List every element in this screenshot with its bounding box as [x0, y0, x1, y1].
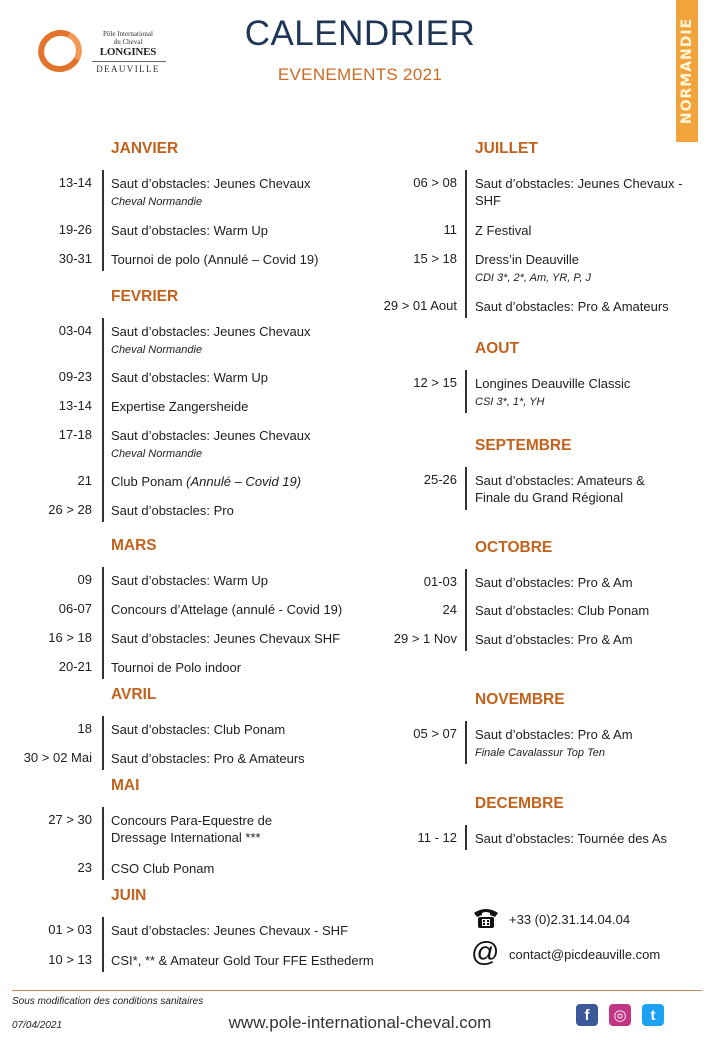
event-title-note: (Annulé – Covid 19)	[186, 474, 302, 489]
event-title: Saut d’obstacles: Amateurs &	[475, 473, 645, 488]
month-divider-line	[465, 825, 467, 850]
event-item	[475, 298, 669, 315]
event-date: 10 > 13	[48, 952, 92, 967]
event-date: 13-14	[58, 398, 92, 413]
event-title: Saut d’obstacles: Jeunes Chevaux	[111, 428, 311, 443]
event-date: 29 > 01 Aout	[383, 298, 457, 313]
event-date: 30-31	[58, 251, 92, 266]
month-divider-line	[102, 807, 104, 880]
event-title: CSO Club Ponam	[111, 861, 215, 876]
event-title: Saut d’obstacles: Jeunes Chevaux SHF	[111, 631, 341, 646]
logo-line2: LONGINES	[99, 46, 157, 58]
month-divider-line	[102, 567, 104, 679]
footer-divider	[12, 990, 702, 991]
footer-date: 07/04/2021	[12, 1020, 63, 1031]
event-item	[111, 473, 301, 490]
month-heading: NOVEMBRE	[475, 691, 565, 708]
month-heading: OCTOBRE	[475, 539, 553, 556]
instagram-icon[interactable]: ◎	[609, 1004, 631, 1026]
event-subtitle: Finale Cavalassur Top Ten	[475, 747, 606, 759]
event-title: Saut d’obstacles: Pro & Am	[475, 727, 633, 742]
event-title: CSI*, ** & Amateur Gold Tour FFE Esthederm	[111, 953, 374, 968]
event-title: Saut d’obstacles: Jeunes Chevaux - SHF	[111, 923, 349, 938]
month-divider-line	[102, 318, 104, 522]
event-date: 26 > 28	[48, 502, 92, 517]
event-date: 13-14	[58, 175, 92, 190]
month-divider-line	[465, 467, 467, 510]
month-divider-line	[465, 721, 467, 764]
event-item	[475, 251, 591, 286]
event-title: Saut d’obstacles: Pro & Am	[475, 575, 633, 590]
month-heading: JANVIER	[111, 140, 179, 157]
event-date: 01 > 03	[48, 922, 92, 937]
month-heading: JUILLET	[475, 140, 538, 157]
event-item	[111, 659, 241, 676]
website-link[interactable]: www.pole-international-cheval.com	[228, 1013, 492, 1032]
logo-line1: Pôle International	[103, 30, 153, 38]
event-date: 01-03	[423, 574, 457, 589]
event-date: 06-07	[58, 601, 92, 616]
event-item	[475, 472, 645, 506]
event-date: 27 > 30	[48, 812, 92, 827]
event-title-line2: Finale du Grand Régional	[475, 490, 624, 505]
event-date: 18	[77, 721, 92, 736]
event-item	[475, 726, 633, 761]
event-title-line2: Dressage International ***	[111, 830, 261, 845]
month-heading: MAI	[111, 777, 140, 794]
event-date: 12 > 15	[413, 375, 457, 390]
normandie-badge-label: NORMANDIE	[679, 17, 695, 125]
month-heading: DECEMBRE	[475, 795, 564, 812]
month-heading: FEVRIER	[111, 288, 179, 305]
event-date: 05 > 07	[413, 726, 457, 741]
event-subtitle: Cheval Normandie	[111, 344, 203, 356]
event-title: Concours d’Attelage (annulé - Covid 19)	[111, 602, 343, 617]
logo-line3: DEAUVILLE	[96, 64, 160, 74]
page-subtitle: EVENEMENTS 2021	[277, 65, 443, 84]
event-item	[111, 812, 272, 846]
event-subtitle: Cheval Normandie	[111, 448, 203, 460]
logo-line1b: du Cheval	[113, 38, 143, 46]
event-item	[111, 630, 340, 647]
event-date: 25-26	[423, 472, 457, 487]
event-date: 09-23	[58, 369, 92, 384]
event-item	[475, 375, 630, 410]
event-item	[475, 222, 531, 239]
event-item	[111, 323, 310, 358]
event-date: 15 > 18	[413, 251, 457, 266]
event-title: Tournoi de Polo indoor	[111, 660, 242, 675]
event-item	[475, 830, 667, 847]
month-heading: AVRIL	[111, 686, 157, 703]
event-item	[475, 574, 633, 591]
phone-icon	[472, 906, 500, 930]
event-date: 24	[442, 602, 457, 617]
event-title: Saut d’obstacles: Jeunes Chevaux -	[475, 176, 683, 191]
twitter-icon[interactable]: t	[642, 1004, 664, 1026]
month-divider-line	[102, 170, 104, 271]
event-title: Saut d’obstacles: Warm Up	[111, 370, 269, 385]
event-item	[111, 175, 310, 210]
event-title: Expertise Zangersheide	[111, 399, 249, 414]
month-heading: MARS	[111, 537, 157, 554]
event-item	[475, 631, 633, 648]
month-heading: JUIN	[111, 887, 147, 904]
contact-email[interactable]: contact@picdeauville.com	[509, 947, 661, 962]
month-divider-line	[465, 370, 467, 413]
event-item	[475, 175, 682, 209]
event-item	[111, 502, 234, 519]
event-date: 11	[443, 222, 457, 237]
event-date: 30 > 02 Mai	[23, 750, 92, 765]
event-title: Tournoi de polo (Annulé – Covid 19)	[111, 252, 319, 267]
event-title: Z Festival	[475, 223, 532, 238]
month-heading: SEPTEMBRE	[475, 437, 572, 454]
event-item	[111, 860, 214, 877]
event-item	[111, 572, 268, 589]
event-subtitle: CSI 3*, 1*, YH	[475, 396, 545, 408]
event-item	[111, 369, 268, 386]
email-icon: @	[471, 936, 500, 967]
event-date: 17-18	[58, 427, 92, 442]
month-divider-line	[465, 170, 467, 318]
facebook-icon[interactable]: f	[576, 1004, 598, 1026]
event-item	[111, 427, 310, 462]
contact-phone: +33 (0)2.31.14.04.04	[509, 912, 631, 927]
event-title: Saut d’obstacles: Pro & Amateurs	[475, 299, 669, 314]
event-title: Concours Para-Equestre de	[111, 813, 273, 828]
event-title: Saut d’obstacles: Club Ponam	[111, 722, 286, 737]
event-subtitle: Cheval Normandie	[111, 196, 203, 208]
event-date: 03-04	[58, 323, 92, 338]
event-title: Saut d’obstacles: Warm Up	[111, 223, 269, 238]
event-title: Saut d’obstacles: Jeunes Chevaux	[111, 176, 311, 191]
event-subtitle: CDI 3*, 2*, Am, YR, P, J	[475, 272, 591, 284]
event-item	[111, 251, 318, 268]
event-date: 19-26	[58, 222, 92, 237]
event-item	[111, 750, 305, 767]
event-title: Saut d’obstacles: Jeunes Chevaux	[111, 324, 311, 339]
event-item	[111, 601, 342, 618]
event-date: 29 > 1 Nov	[393, 631, 457, 646]
footer-note: Sous modification des conditions sanitaires	[12, 996, 204, 1007]
event-item	[111, 952, 374, 969]
month-divider-line	[465, 569, 467, 651]
event-title-line2: SHF	[475, 193, 501, 208]
event-item	[111, 922, 348, 939]
event-date: 11 - 12	[417, 830, 457, 845]
normandie-badge	[676, 0, 698, 142]
event-item	[475, 602, 649, 619]
event-item	[111, 721, 285, 738]
event-title: Saut d’obstacles: Warm Up	[111, 573, 269, 588]
month-heading: AOUT	[475, 340, 519, 357]
event-title: Saut d’obstacles: Pro & Amateurs	[111, 751, 305, 766]
event-item	[111, 398, 248, 415]
month-divider-line	[102, 716, 104, 770]
event-date: 21	[77, 473, 92, 488]
event-date: 06 > 08	[413, 175, 457, 190]
event-title: Saut d’obstacles: Pro	[111, 503, 234, 518]
month-divider-line	[102, 917, 104, 972]
event-title: Dress’in Deauville	[475, 252, 580, 267]
event-date: 16 > 18	[48, 630, 92, 645]
event-title: Saut d’obstacles: Club Ponam	[475, 603, 650, 618]
page-title: CALENDRIER	[244, 14, 476, 53]
event-title: Club Ponam	[111, 474, 183, 489]
event-date: 20-21	[58, 659, 92, 674]
event-date: 23	[77, 860, 92, 875]
event-title: Saut d’obstacles: Pro & Am	[475, 632, 633, 647]
event-title: Saut d’obstacles: Tournée des As	[475, 831, 667, 846]
event-date: 09	[77, 572, 92, 587]
event-item	[111, 222, 268, 239]
event-title: Longines Deauville Classic	[475, 376, 631, 391]
